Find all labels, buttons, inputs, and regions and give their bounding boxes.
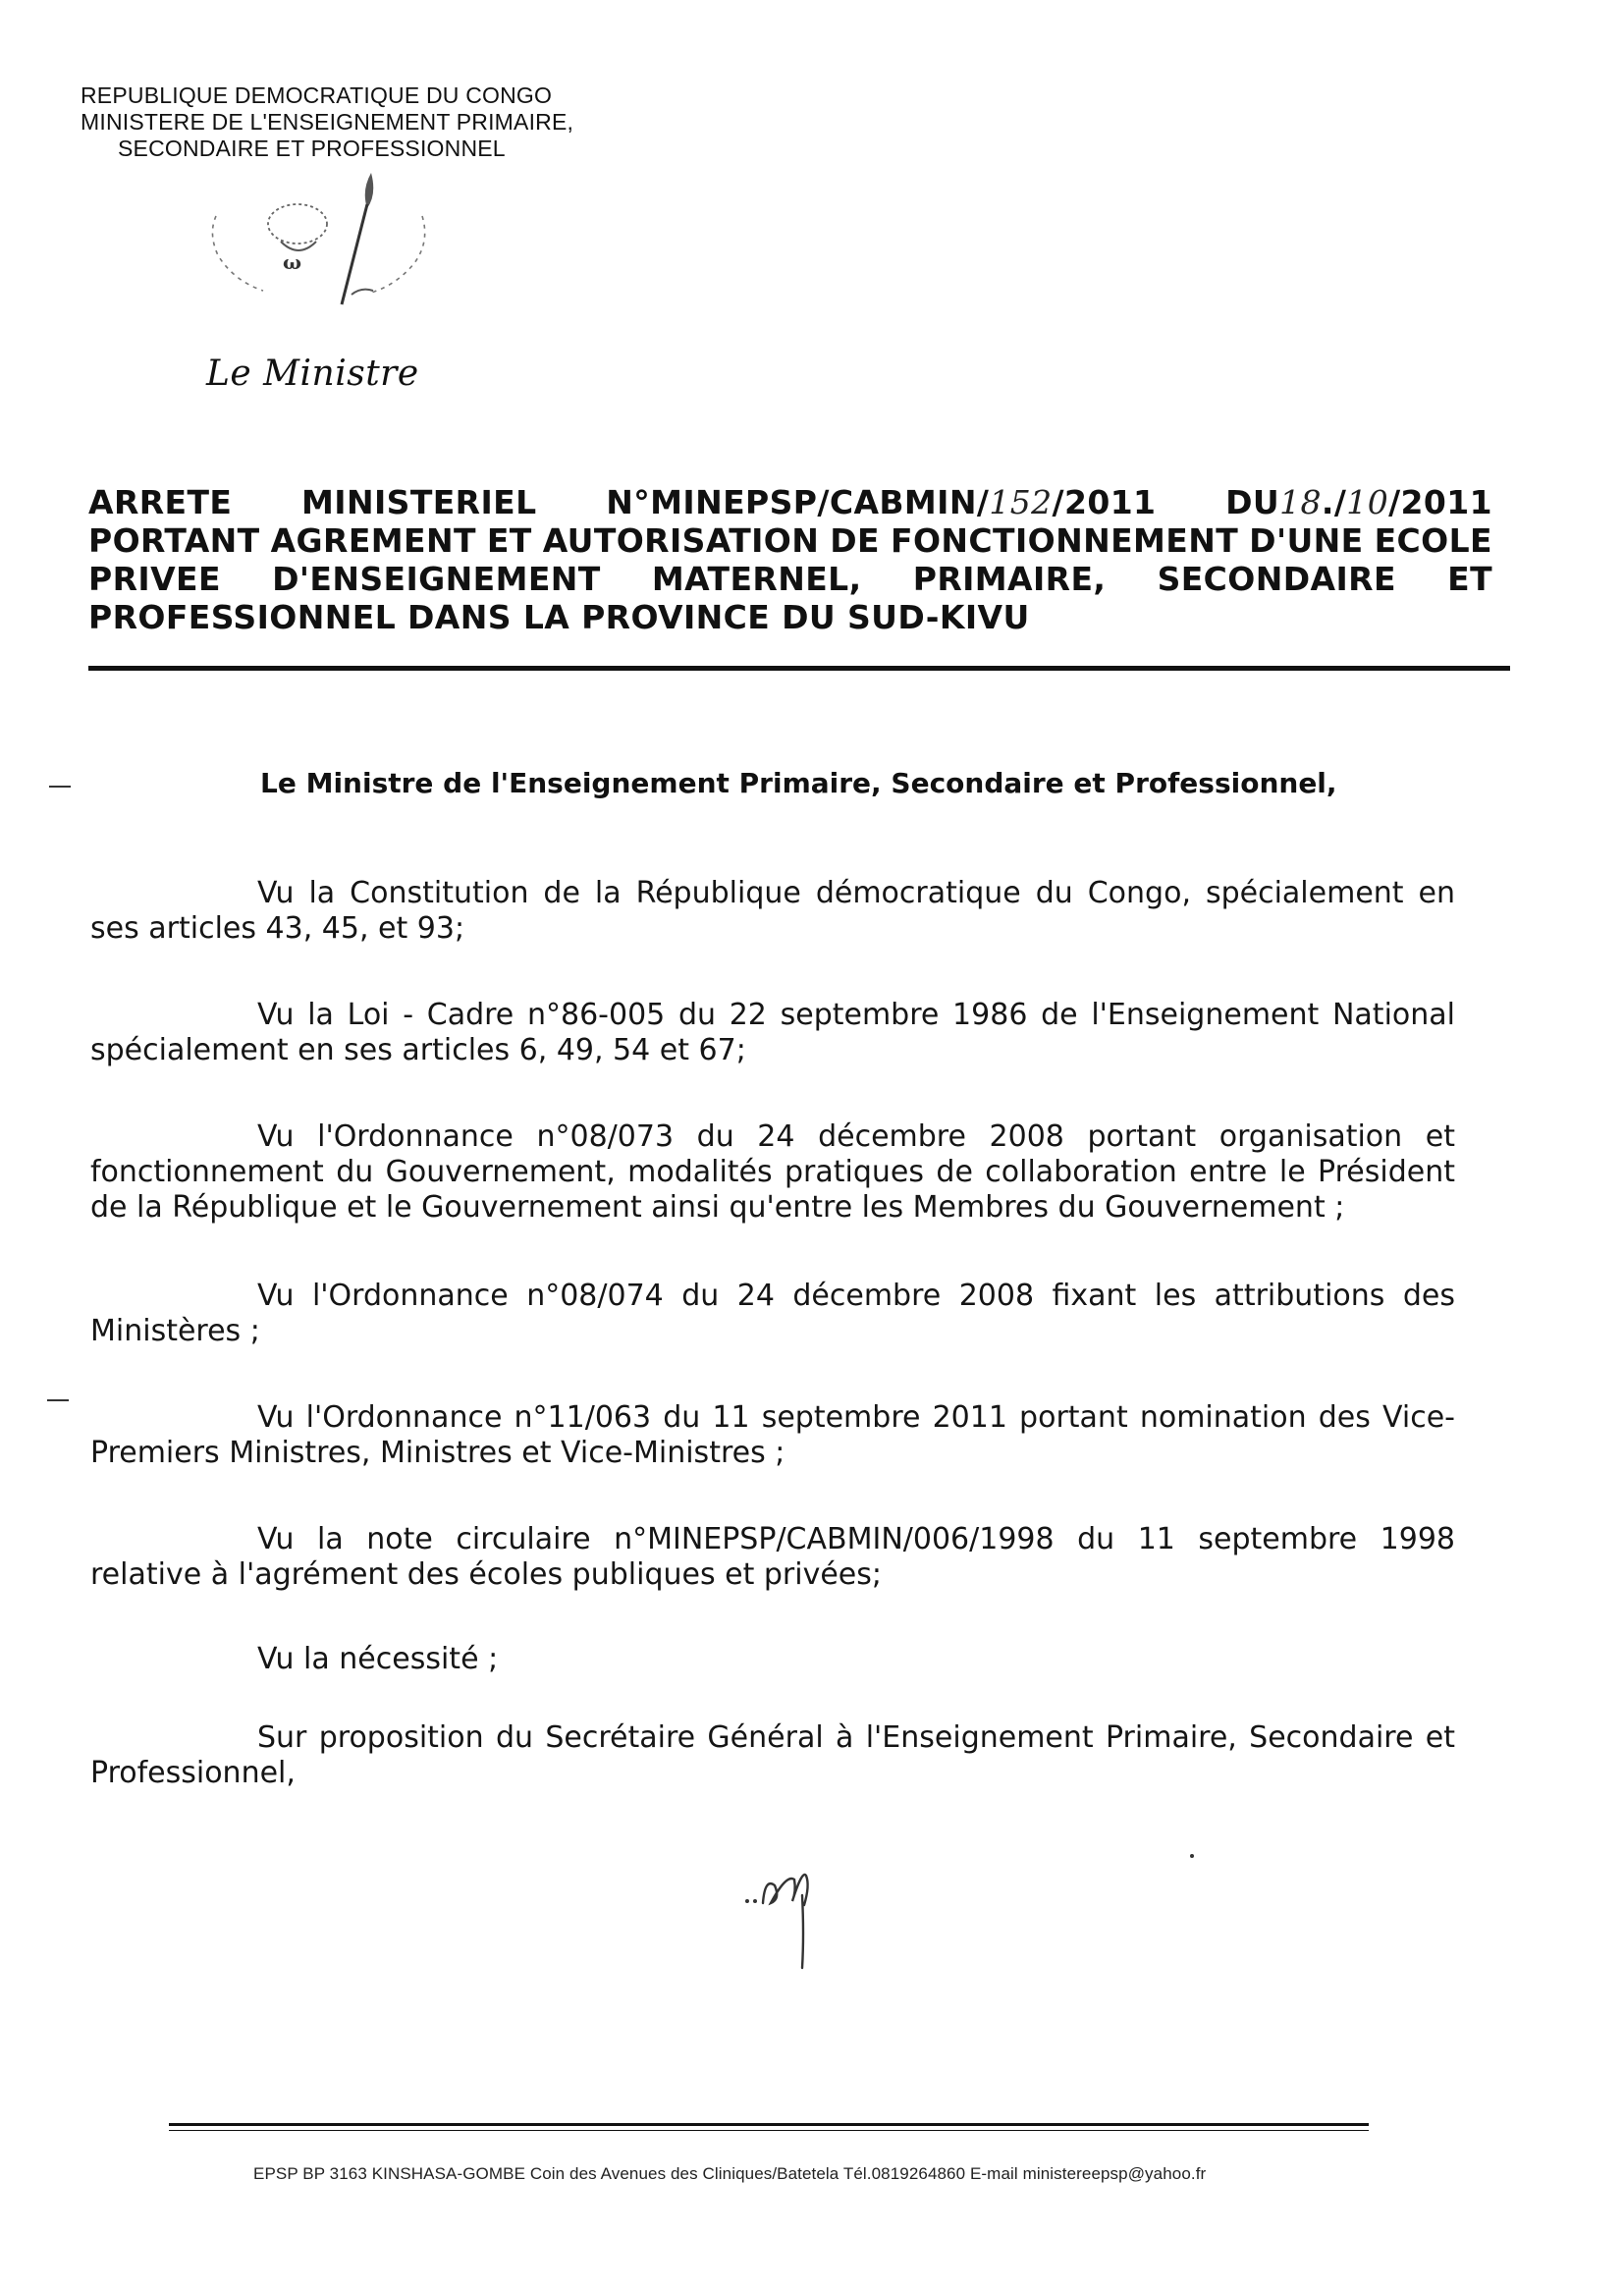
scan-mark xyxy=(47,1399,69,1401)
title-word: SECONDAIRE xyxy=(1157,560,1396,598)
decree-reference: N°MINEPSP/CABMIN/152/2011 xyxy=(606,483,1157,521)
title-word: ET xyxy=(1447,560,1492,598)
title-word: PORTANT xyxy=(88,521,260,560)
consideration-paragraph: Vu la Constitution de la République démocratique du Congo, spécialement en ses articles 43, 45, et 93; xyxy=(90,876,1455,946)
consideration-paragraph: Vu la note circulaire n°MINEPSP/CABMIN/006/1998 du 11 septembre 1998 relative à l'agrément des écoles publiques et privées; xyxy=(90,1522,1455,1592)
consideration-paragraph: Vu l'Ordonnance n°08/074 du 24 décembre 2008 fixant les attributions des Ministères ; xyxy=(90,1279,1455,1348)
title-line-1 xyxy=(88,483,1492,521)
footer-divider-thin xyxy=(169,2130,1369,2131)
title-line-3 xyxy=(88,560,1492,598)
title-word: MINISTERIEL xyxy=(301,483,537,521)
title-word: PRIMAIRE, xyxy=(912,560,1107,598)
consideration-paragraph: Vu l'Ordonnance n°11/063 du 11 septembre 2011 portant nomination des Vice-Premiers Ministres, Ministres et Vice-Ministres ; xyxy=(90,1400,1455,1470)
footer-divider xyxy=(169,2123,1369,2126)
title-word: ET xyxy=(486,521,532,560)
consideration-paragraph: Vu la Loi - Cadre n°86-005 du 22 septembre 1986 de l'Enseignement National spécialement en ses articles 6, 49, 54 et 67; xyxy=(90,998,1455,1067)
title-word: AGREMENT xyxy=(270,521,476,560)
decree-date: DU18./10/2011 xyxy=(1225,483,1492,521)
consideration-paragraph: Vu l'Ordonnance n°08/073 du 24 décembre 2008 portant organisation et fonctionnement du Gouvernement, modalités pratiques de collaboration entre le Président de la République et le Gouvernement ainsi qu'entre les Membres du Gouvernement ; xyxy=(90,1119,1455,1225)
title-word: D'ENSEIGNEMENT xyxy=(272,560,601,598)
title-word: ARRETE xyxy=(88,483,233,521)
title-line-2 xyxy=(88,521,1492,560)
title-word: PRIVEE xyxy=(88,560,221,598)
footer-address: EPSP BP 3163 KINSHASA-GOMBE Coin des Avenues des Cliniques/Batetela Tél.0819264860 E-mail ministereepsp@yahoo.fr xyxy=(253,2164,1207,2183)
title-word: MATERNEL, xyxy=(651,560,862,598)
decree-title xyxy=(88,483,1492,636)
title-word: AUTORISATION xyxy=(542,521,820,560)
scan-mark xyxy=(49,786,71,788)
title-line-4: PROFESSIONNEL DANS LA PROVINCE DU SUD-KIVU xyxy=(88,598,1030,636)
consideration-paragraph: Vu la nécessité ; xyxy=(257,1642,499,1676)
letterhead-country: REPUBLIQUE DEMOCRATIQUE DU CONGO xyxy=(81,82,553,108)
title-word: DE xyxy=(830,521,881,560)
preamble: Le Ministre de l'Enseignement Primaire, Secondaire et Professionnel, xyxy=(260,767,1337,799)
handwritten-initials xyxy=(741,1866,830,1974)
title-word: D'UNE xyxy=(1249,521,1364,560)
handwritten-number: 152 xyxy=(989,483,1053,521)
svg-text:ω: ω xyxy=(283,250,302,274)
title-word: FONCTIONNEMENT xyxy=(891,521,1239,560)
handwritten-day: 18 xyxy=(1279,483,1322,521)
scan-speck xyxy=(1190,1854,1194,1858)
signature-title: Le Ministre xyxy=(206,354,419,394)
handwritten-month: 10 xyxy=(1346,483,1389,521)
coat-of-arms-emblem xyxy=(204,165,430,312)
title-word: ECOLE xyxy=(1374,521,1492,560)
letterhead-ministry: MINISTERE DE L'ENSEIGNEMENT PRIMAIRE, xyxy=(81,109,574,135)
letterhead xyxy=(81,82,573,162)
consideration-paragraph: Sur proposition du Secrétaire Général à l'Enseignement Primaire, Secondaire et Professionnel, xyxy=(90,1720,1455,1790)
title-divider xyxy=(88,666,1510,671)
letterhead-ministry-cont: SECONDAIRE ET PROFESSIONNEL xyxy=(118,136,506,161)
